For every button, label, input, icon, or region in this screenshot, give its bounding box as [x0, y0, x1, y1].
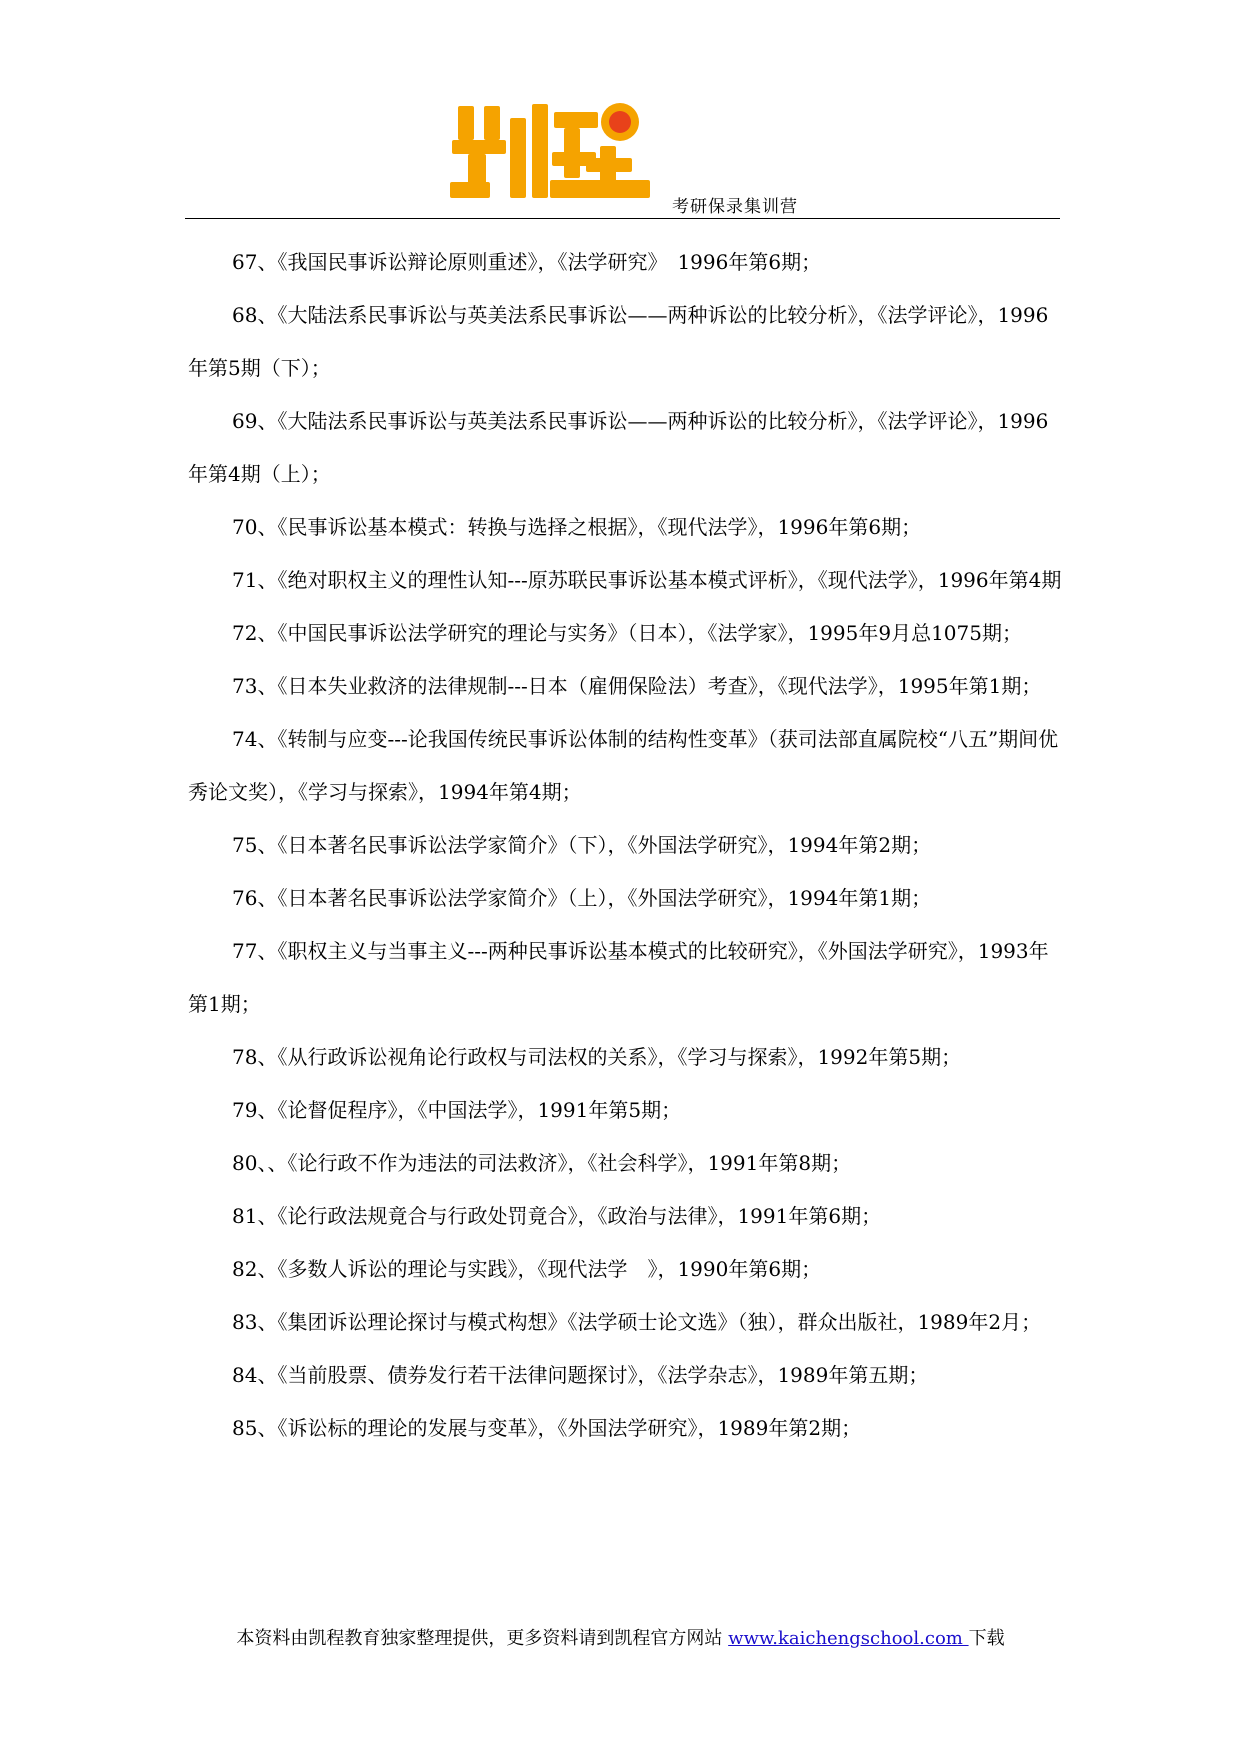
list-item: 71、《绝对职权主义的理性认知---原苏联民事诉讼基本模式评析》，《现代法学》，1996年第4期: [232, 568, 1062, 592]
list-item: 75、《日本著名民事诉讼法学家简介》（下），《外国法学研究》，1994年第2期；: [232, 833, 932, 857]
list-item: 74、《转制与应变---论我国传统民事诉讼体制的结构性变革》（获司法部直属院校“八五”期间优秀论文奖），《学习与探索》，1994年第4期；: [188, 727, 1059, 804]
list-item: 67、《我国民事诉讼辩论原则重述》，《法学研究》 1996年第6期；: [232, 250, 822, 274]
website-link[interactable]: www.kaichengschool.com: [728, 1628, 969, 1649]
reference-list: [188, 236, 1063, 1455]
list-item: 79、《论督促程序》，《中国法学》，1991年第5期；: [232, 1098, 682, 1122]
page-footer: [0, 1624, 1241, 1650]
footer-suffix: 下载: [968, 1628, 1005, 1649]
list-item: 68、《大陆法系民事诉讼与英美法系民事诉讼——两种诉讼的比较分析》，《法学评论》，1996年第5期（下）；: [188, 303, 1049, 380]
list-item: 73、《日本失业救济的法律规制---日本（雇佣保险法）考查》，《现代法学》，1995年第1期；: [232, 674, 1042, 698]
list-item: 82、《多数人诉讼的理论与实践》，《现代法学 》，1990年第6期；: [232, 1257, 822, 1281]
list-item: 69、《大陆法系民事诉讼与英美法系民事诉讼——两种诉讼的比较分析》，《法学评论》，1996年第4期（上）；: [188, 409, 1049, 486]
footer-text: 本资料由凯程教育独家整理提供，更多资料请到凯程官方网站: [236, 1628, 729, 1649]
list-item: 83、《集团诉讼理论探讨与模式构想》《法学硕士论文选》（独），群众出版社，1989年2月；: [232, 1310, 1042, 1334]
list-item: 77、《职权主义与当事主义---两种民事诉讼基本模式的比较研究》，《外国法学研究》，1993年第1期；: [188, 939, 1049, 1016]
list-item: 80、、《论行政不作为违法的司法救济》，《社会科学》，1991年第8期；: [232, 1151, 852, 1175]
list-item: 81、《论行政法规竟合与行政处罚竟合》，《政治与法律》，1991年第6期；: [232, 1204, 882, 1228]
list-item: 78、《从行政诉讼视角论行政权与司法权的关系》，《学习与探索》，1992年第5期；: [232, 1045, 962, 1069]
list-item: 70、《民事诉讼基本模式：转换与选择之根据》，《现代法学》，1996年第6期；: [232, 515, 922, 539]
list-item: 76、《日本著名民事诉讼法学家简介》（上），《外国法学研究》，1994年第1期；: [232, 886, 932, 910]
header-divider: [185, 218, 1060, 219]
header-slogan: 考研保录集训营: [672, 197, 798, 217]
list-item: 85、《诉讼标的理论的发展与变革》，《外国法学研究》，1989年第2期；: [232, 1416, 862, 1440]
list-item: 72、《中国民事诉讼法学研究的理论与实务》（日本），《法学家》，1995年9月总1075期；: [232, 621, 1022, 645]
page-header: [0, 0, 1241, 225]
kaicheng-logo: [450, 96, 660, 206]
list-item: 84、《当前股票、债券发行若干法律问题探讨》，《法学杂志》，1989年第五期；: [232, 1363, 929, 1387]
